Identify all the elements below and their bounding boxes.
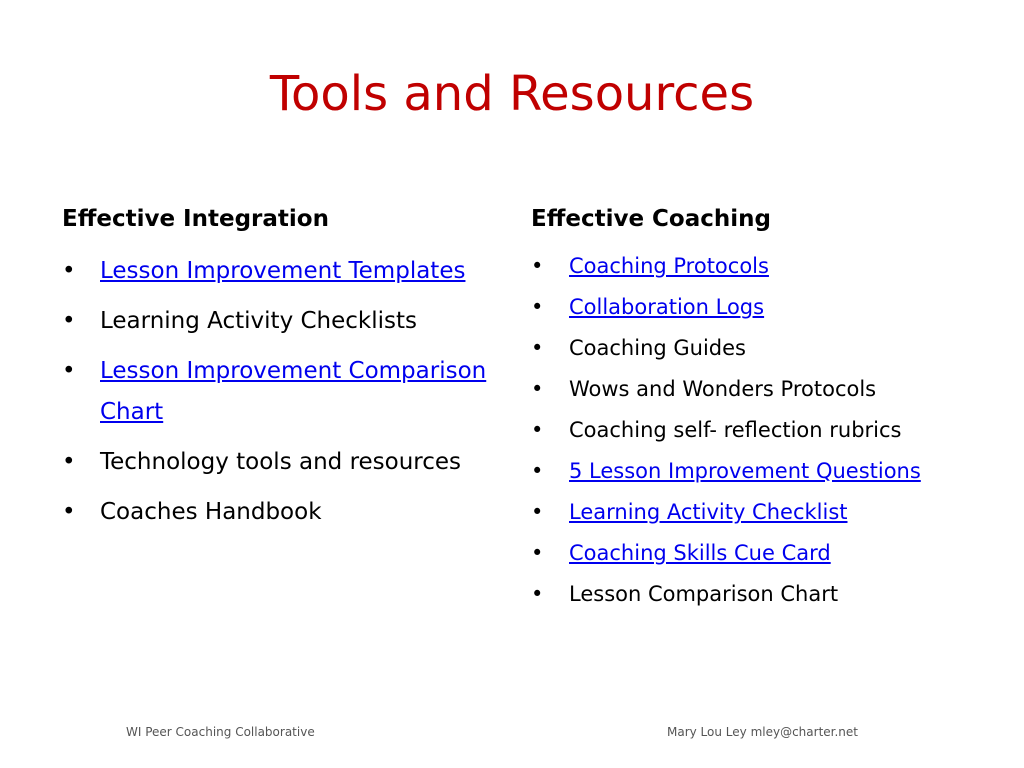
list-item <box>531 249 986 283</box>
effective-coaching-heading: Effective Coaching <box>531 206 771 232</box>
lesson-comparison-chart-text: Lesson Comparison Chart <box>569 582 839 606</box>
bullet-icon: • <box>62 449 76 475</box>
five-lesson-questions-link[interactable]: 5 Lesson Improvement Questions <box>569 459 921 483</box>
bullet-icon: • <box>531 582 544 606</box>
bullet-icon: • <box>62 358 76 384</box>
bullet-icon: • <box>531 336 544 360</box>
footer-organization: WI Peer Coaching Collaborative <box>126 725 315 739</box>
bullet-icon: • <box>531 500 544 524</box>
bullet-icon: • <box>531 377 544 401</box>
lesson-improvement-comparison-chart-link[interactable]: Lesson Improvement Comparison Chart <box>100 358 487 425</box>
list-item <box>531 577 986 611</box>
coaching-protocols-link[interactable]: Coaching Protocols <box>569 254 769 278</box>
list-item <box>62 351 502 433</box>
bullet-icon: • <box>62 258 76 284</box>
technology-tools-text: Technology tools and resources <box>100 449 462 475</box>
collaboration-logs-link[interactable]: Collaboration Logs <box>569 295 765 319</box>
list-item <box>531 331 986 365</box>
footer-contact: Mary Lou Ley mley@charter.net <box>667 725 858 739</box>
bullet-icon: • <box>531 295 544 319</box>
bullet-icon: • <box>531 541 544 565</box>
bullet-icon: • <box>531 254 544 278</box>
bullet-icon: • <box>62 308 76 334</box>
effective-integration-list <box>62 251 502 533</box>
effective-integration-column <box>62 200 502 542</box>
effective-coaching-list <box>531 249 986 611</box>
wows-and-wonders-text: Wows and Wonders Protocols <box>569 377 877 401</box>
list-item <box>531 495 986 529</box>
lesson-improvement-templates-link[interactable]: Lesson Improvement Templates <box>100 258 466 284</box>
bullet-icon: • <box>531 459 544 483</box>
bullet-icon: • <box>62 499 76 525</box>
list-item <box>62 492 502 533</box>
slide-title: Tools and Resources <box>269 66 755 122</box>
effective-integration-heading: Effective Integration <box>62 206 329 232</box>
list-item <box>531 413 986 447</box>
list-item <box>531 372 986 406</box>
coaches-handbook-text: Coaches Handbook <box>100 499 322 525</box>
list-item <box>531 290 986 324</box>
list-item <box>531 536 986 570</box>
list-item <box>531 454 986 488</box>
learning-activity-checklists-text: Learning Activity Checklists <box>100 308 418 334</box>
coaching-self-reflection-text: Coaching self- reflection rubrics <box>569 418 902 442</box>
list-item <box>62 251 502 292</box>
coaching-guides-text: Coaching Guides <box>569 336 746 360</box>
learning-activity-checklist-link[interactable]: Learning Activity Checklist <box>569 500 848 524</box>
list-item <box>62 301 502 342</box>
bullet-icon: • <box>531 418 544 442</box>
list-item <box>62 442 502 483</box>
coaching-skills-cue-card-link[interactable]: Coaching Skills Cue Card <box>569 541 831 565</box>
effective-coaching-column <box>531 200 986 618</box>
